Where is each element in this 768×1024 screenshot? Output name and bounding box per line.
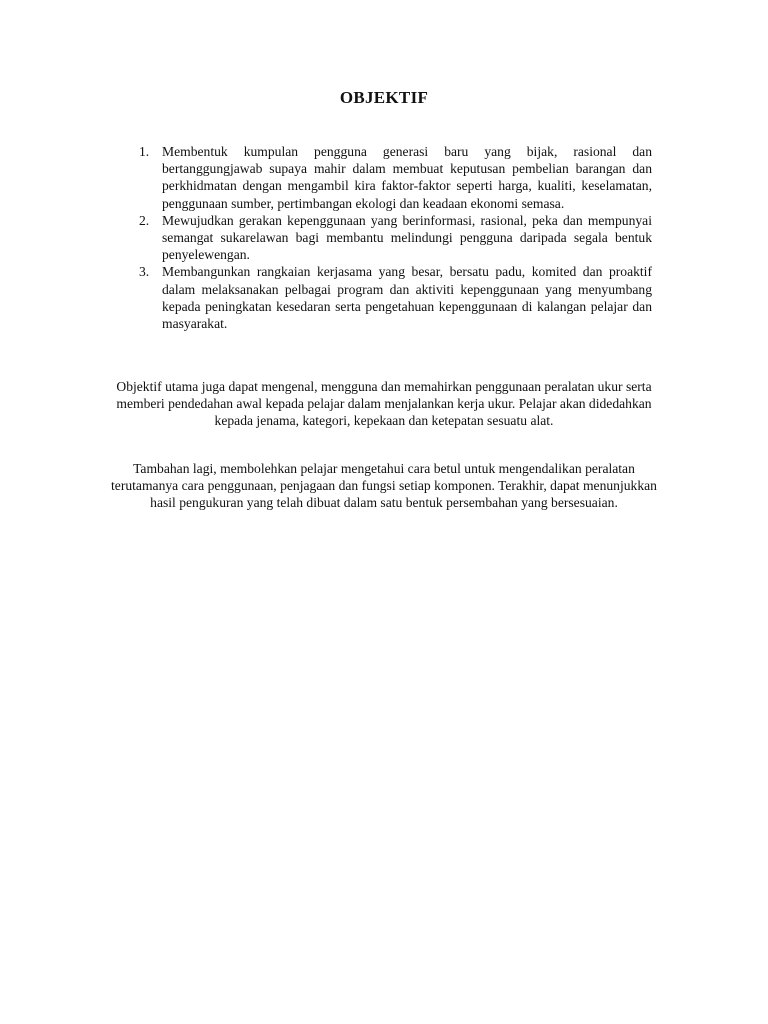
objective-text: Membentuk kumpulan pengguna generasi baru yang bijak, rasional dan bertanggungjawab supaya mahir dalam membuat keputusan pembelian barangan dan perkhidmatan dengan mengambil kira faktor-faktor seperti harga, kualiti, keselamatan, penggunaan sumber, pertimbangan ekologi dan keadaan ekonomi semasa. bbox=[162, 144, 652, 211]
objective-number: 1. bbox=[139, 144, 150, 159]
objective-item-2 bbox=[120, 212, 652, 264]
paragraph-additional-objective: Tambahan lagi, membolehkan pelajar mengetahui cara betul untuk mengendalikan peralatan terutamanya cara penggunaan, penjagaan dan fungsi setiap komponen. Terakhir, dapat menunjukkan hasil pengukuran yang telah dibuat dalam satu bentuk persembahan yang bersesuaian. bbox=[111, 461, 657, 511]
page-title: OBJEKTIF bbox=[339, 88, 429, 107]
objective-text: Membangunkan rangkaian kerjasama yang besar, bersatu padu, komited dan proaktif dalam melaksanakan pelbagai program dan aktiviti kepenggunaan yang menyumbang kepada peningkatan kesedaran serta pengetahuan kepenggunaan di kalangan pelajar dan masyarakat. bbox=[162, 264, 652, 332]
objective-number: 2. bbox=[139, 212, 150, 228]
objective-number: 3. bbox=[139, 264, 150, 280]
paragraph-main-objective: Objektif utama juga dapat mengenal, mengguna dan memahirkan penggunaan peralatan ukur serta memberi pendedahan awal kepada pelajar dalam menjalankan kerja ukur. Pelajar akan didedahkan kepada jenama, kategori, kepekaan dan ketepatan sesuatu alat. bbox=[116, 379, 652, 429]
objective-item-3 bbox=[120, 263, 652, 332]
objectives-list bbox=[120, 143, 652, 332]
objective-item-1 bbox=[120, 143, 652, 212]
objective-text: Mewujudkan gerakan kepenggunaan yang berinformasi, rasional, peka dan mempunyai semangat sukarelawan bagi membantu melindungi pengguna daripada segala bentuk penyelewengan. bbox=[162, 212, 652, 263]
